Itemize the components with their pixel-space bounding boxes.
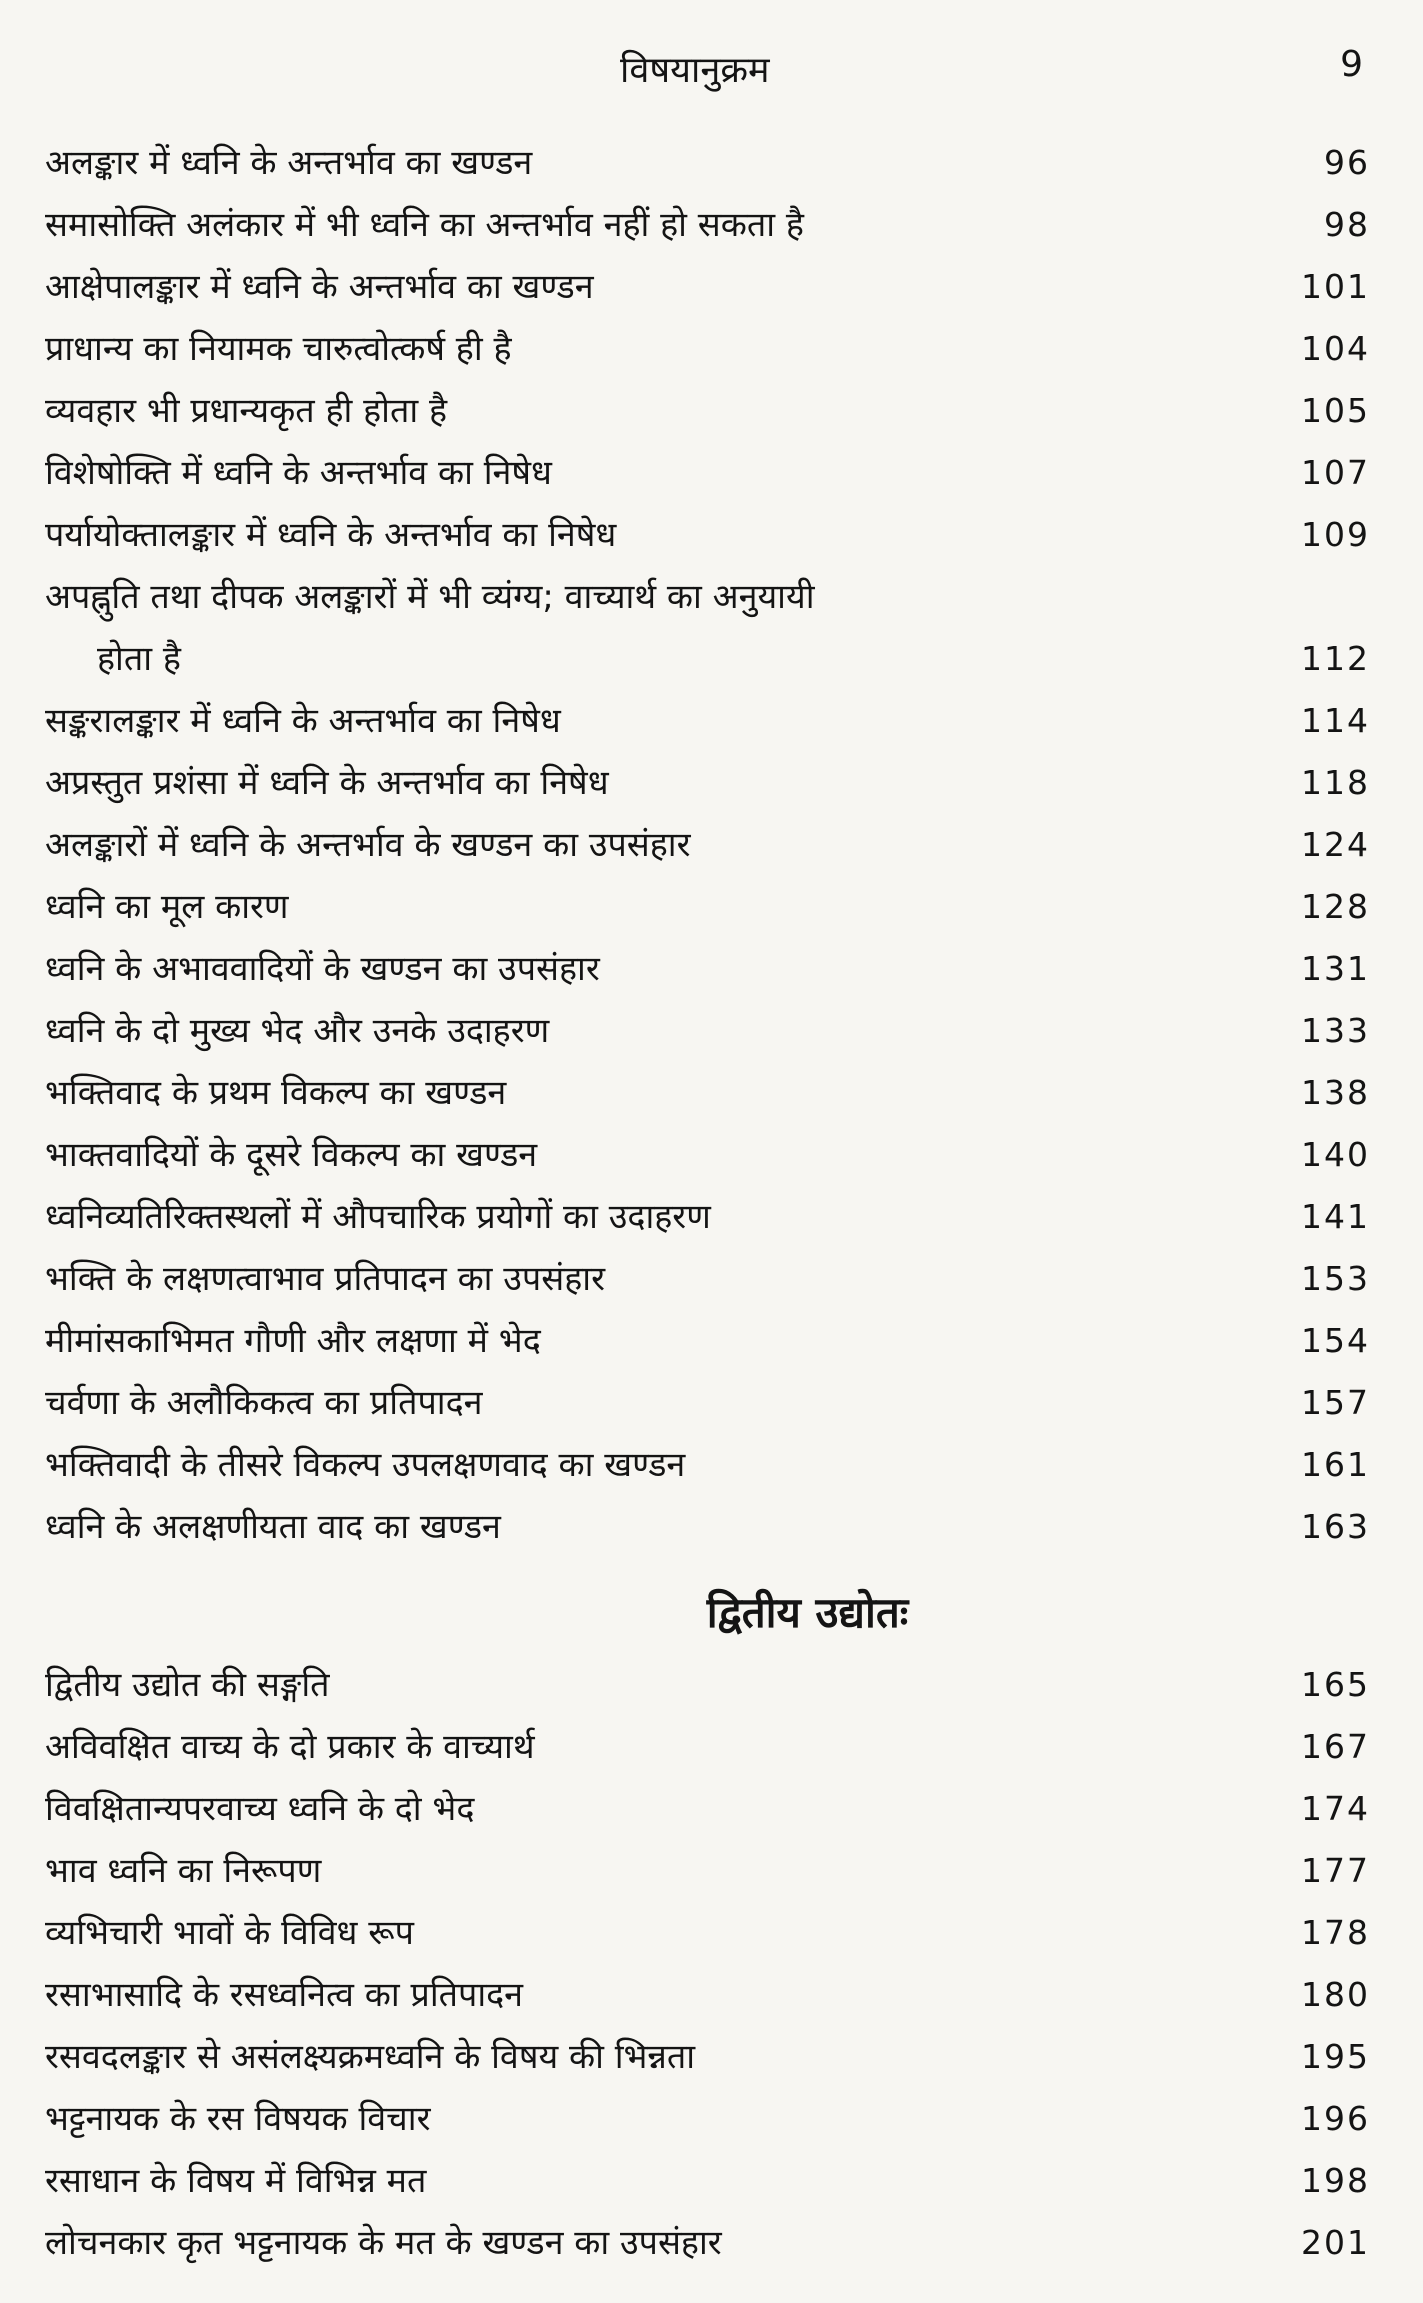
- toc-entry: [45, 2212, 1370, 2274]
- toc-entry-title: ध्वनि के अभाववादियों के खण्डन का उपसंहार: [45, 949, 600, 989]
- toc-entry-title: ध्वनिव्यतिरिक्तस्थलों में औपचारिक प्रयोगों का उदाहरण: [45, 1197, 711, 1237]
- toc-entry-page: 154: [1301, 1321, 1370, 1360]
- toc-entry-page: 131: [1301, 949, 1370, 988]
- toc-entry-page: 105: [1301, 391, 1370, 430]
- toc-entry-page: 114: [1301, 701, 1370, 740]
- toc-entry-title: भाव ध्वनि का निरूपण: [45, 1851, 322, 1891]
- toc-entry-page: 180: [1301, 1975, 1370, 2014]
- toc-entry-page: 161: [1301, 1445, 1370, 1484]
- toc-entry-page: 201: [1301, 2223, 1370, 2262]
- toc-entry: [45, 1964, 1370, 2026]
- toc-entry-page: 107: [1301, 453, 1370, 492]
- toc-entry-title: प्राधान्य का नियामक चारुत्वोत्कर्ष ही है: [45, 329, 512, 369]
- toc-entry-page: 140: [1301, 1135, 1370, 1174]
- toc-entry: [45, 1654, 1370, 1716]
- toc-entry-title: रसाधान के विषय में विभिन्न मत: [45, 2161, 427, 2201]
- toc-entry-page: 141: [1301, 1197, 1370, 1236]
- toc-entry-page: 118: [1301, 763, 1370, 802]
- toc-entry: [45, 380, 1370, 442]
- toc-entry: [45, 1310, 1370, 1372]
- toc-entry-title: मीमांसकाभिमत गौणी और लक्षणा में भेद: [45, 1321, 541, 1361]
- toc-entry-page: 133: [1301, 1011, 1370, 1050]
- toc-entry: [45, 132, 1370, 194]
- toc-entry: [45, 1496, 1370, 1558]
- toc-entry-title: चर्वणा के अलौकिकत्व का प्रतिपादन: [45, 1383, 483, 1423]
- toc-entry-title: समासोक्ति अलंकार में भी ध्वनि का अन्तर्भाव नहीं हो सकता है: [45, 205, 804, 245]
- section-heading: द्वितीय उद्योतः: [706, 1588, 909, 1637]
- toc-entry-title: भक्तिवादी के तीसरे विकल्प उपलक्षणवाद का खण्डन: [45, 1445, 686, 1485]
- toc-entry-page: 174: [1301, 1789, 1370, 1828]
- toc-entry-page: 163: [1301, 1507, 1370, 1546]
- toc-entry-page: 198: [1301, 2161, 1370, 2200]
- toc-entry-title: ध्वनि के दो मुख्य भेद और उनके उदाहरण: [45, 1011, 550, 1051]
- toc-entry-title: अप्रस्तुत प्रशंसा में ध्वनि के अन्तर्भाव का निषेध: [45, 763, 609, 803]
- toc-entry-page: 165: [1301, 1665, 1370, 1704]
- toc-entry-title: भट्टनायक के रस विषयक विचार: [45, 2099, 431, 2139]
- toc-entry: [45, 1434, 1370, 1496]
- toc-entry-page: 124: [1301, 825, 1370, 864]
- toc-entry: [45, 690, 1370, 752]
- toc-entry: [45, 1062, 1370, 1124]
- toc-entry: [45, 1186, 1370, 1248]
- toc-entry-title: अलङ्कारों में ध्वनि के अन्तर्भाव के खण्डन का उपसंहार: [45, 825, 691, 865]
- toc-entry: [45, 1840, 1370, 1902]
- toc-entry-title: भक्तिवाद के प्रथम विकल्प का खण्डन: [45, 1073, 507, 1113]
- toc-entry-title: द्वितीय उद्योत की सङ्गति: [45, 1665, 330, 1705]
- toc-entry-page: 109: [1301, 515, 1370, 554]
- toc-entry-page: 96: [1324, 143, 1370, 182]
- toc-entry-page: 178: [1301, 1913, 1370, 1952]
- running-title: विषयानुक्रम: [620, 50, 770, 91]
- toc-entry-title: सङ्करालङ्कार में ध्वनि के अन्तर्भाव का निषेध: [45, 701, 561, 741]
- toc-entry: [45, 938, 1370, 1000]
- toc-entry-title-line2: होता है: [97, 639, 181, 679]
- toc-entry: [45, 1372, 1370, 1434]
- page-number: 9: [1340, 44, 1363, 85]
- toc-entry-title: अलङ्कार में ध्वनि के अन्तर्भाव का खण्डन: [45, 143, 533, 183]
- toc-entry: [45, 752, 1370, 814]
- toc-entry: [45, 504, 1370, 566]
- toc-entry: [45, 2026, 1370, 2088]
- toc-entry: [45, 1902, 1370, 1964]
- toc-entry: [45, 1248, 1370, 1310]
- toc-entry: [45, 1716, 1370, 1778]
- toc-entry-title: व्यवहार भी प्रधान्यकृत ही होता है: [45, 391, 448, 431]
- toc-entry-page: 138: [1301, 1073, 1370, 1112]
- toc-entry: [45, 1000, 1370, 1062]
- toc-entry: [45, 194, 1370, 256]
- toc-entry: [45, 814, 1370, 876]
- toc-entry-page: 195: [1301, 2037, 1370, 2076]
- toc-entry-title: भक्ति के लक्षणत्वाभाव प्रतिपादन का उपसंहार: [45, 1259, 605, 1299]
- toc-entry: [45, 2088, 1370, 2150]
- toc-entry-title-line1: अपह्नुति तथा दीपक अलङ्कारों में भी व्यंग्य; वाच्यार्थ का अनुयायी: [45, 577, 815, 617]
- toc-entry-title: ध्वनि का मूल कारण: [45, 887, 289, 927]
- toc-entry-title: व्यभिचारी भावों के विविध रूप: [45, 1913, 414, 1953]
- toc-entry-page: 98: [1324, 205, 1370, 244]
- toc-entry-page: 112: [1301, 639, 1370, 678]
- toc-entry-title: लोचनकार कृत भट्टनायक के मत के खण्डन का उपसंहार: [45, 2223, 722, 2263]
- toc-entry-page: 128: [1301, 887, 1370, 926]
- toc-entry-page: 196: [1301, 2099, 1370, 2138]
- toc-entry-page: 101: [1301, 267, 1370, 306]
- toc-entry: [45, 1778, 1370, 1840]
- toc-entry: [45, 1124, 1370, 1186]
- toc-entry-page: 157: [1301, 1383, 1370, 1422]
- toc-entry-page: 167: [1301, 1727, 1370, 1766]
- toc-entry-multiline: [45, 566, 1370, 690]
- toc-entry-title: रसवदलङ्कार से असंलक्ष्यक्रमध्वनि के विषय की भिन्नता: [45, 2037, 696, 2077]
- toc-entry-title: विशेषोक्ति में ध्वनि के अन्तर्भाव का निषेध: [45, 453, 552, 493]
- toc-entry-title: ध्वनि के अलक्षणीयता वाद का खण्डन: [45, 1507, 501, 1547]
- toc-entry-page: 177: [1301, 1851, 1370, 1890]
- toc-entry: [45, 256, 1370, 318]
- toc-entry-page: 153: [1301, 1259, 1370, 1298]
- toc-entry-title: अविवक्षित वाच्य के दो प्रकार के वाच्यार्थ: [45, 1727, 535, 1767]
- toc-entry-title: पर्यायोक्तालङ्कार में ध्वनि के अन्तर्भाव का निषेध: [45, 515, 617, 555]
- toc-entry-title: भाक्तवादियों के दूसरे विकल्प का खण्डन: [45, 1135, 538, 1175]
- toc-entry: [45, 876, 1370, 938]
- page-header: [0, 44, 1423, 104]
- toc-entry: [45, 318, 1370, 380]
- toc-entry: [45, 442, 1370, 504]
- table-of-contents: [45, 132, 1370, 2274]
- toc-entry-title: रसाभासादि के रसध्वनित्व का प्रतिपादन: [45, 1975, 524, 2015]
- toc-entry-page: 104: [1301, 329, 1370, 368]
- toc-entry-title: आक्षेपालङ्कार में ध्वनि के अन्तर्भाव का खण्डन: [45, 267, 594, 307]
- toc-entry: [45, 2150, 1370, 2212]
- toc-entry-title: विवक्षितान्यपरवाच्य ध्वनि के दो भेद: [45, 1789, 475, 1829]
